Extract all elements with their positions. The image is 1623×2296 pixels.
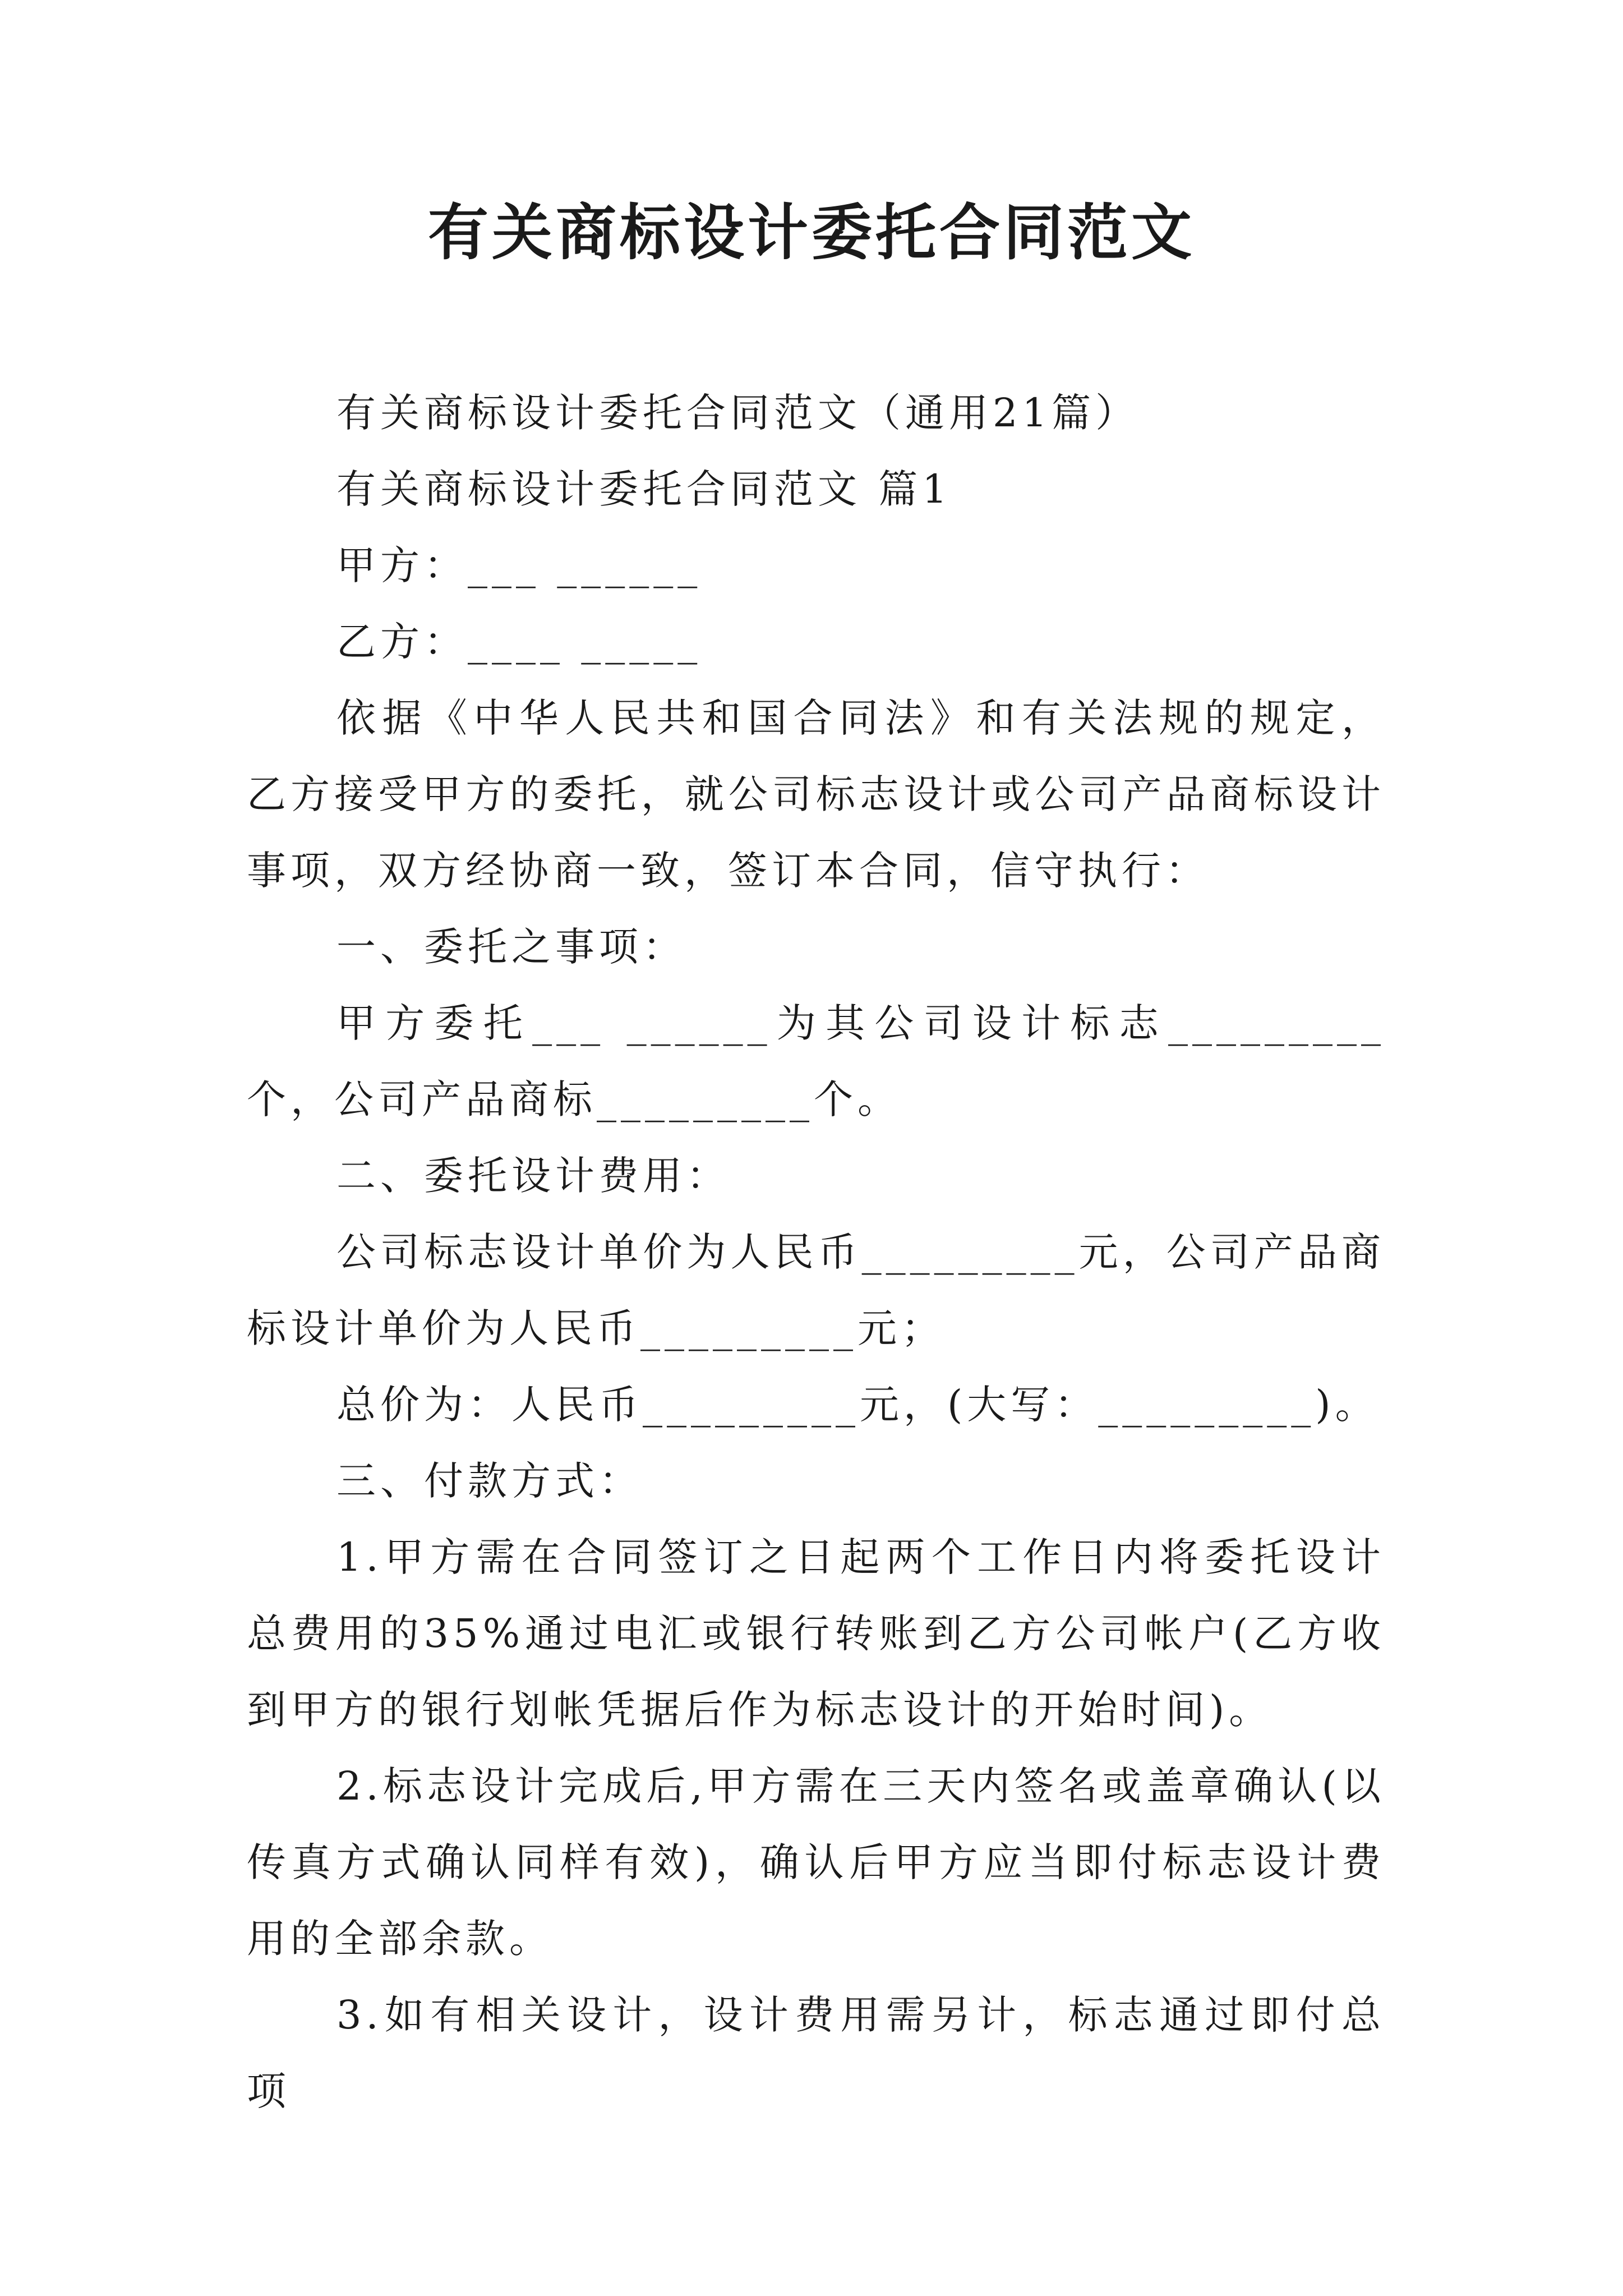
clause-paragraph: 1.甲方需在合同签订之日起两个工作日内将委托设计总费用的35%通过电汇或银行转账到乙方公司帐户(乙方收到甲方的银行划帐凭据后作为标志设计的开始时间)。 bbox=[247, 1534, 1385, 1733]
clause-paragraph: 2.标志设计完成后,甲方需在三天内签名或盖章确认(以传真方式确认同样有效)，确认后甲方应当即付标志设计费用的全部余款。 bbox=[247, 1763, 1385, 1962]
party-b-line: 乙方：____ _____ bbox=[336, 619, 702, 665]
party-a-line: 甲方：___ ______ bbox=[336, 542, 702, 588]
clause-paragraph: 公司标志设计单价为人民币_________元，公司产品商标设计单价为人民币_________元； bbox=[247, 1229, 1385, 1351]
document-body bbox=[247, 375, 1385, 2129]
clause-paragraph: 总价为：人民币_________元，(大写：_________)。 bbox=[336, 1382, 1379, 1428]
clause-paragraph: 甲方委托___ ______为其公司设计标志_________个，公司产品商标_________个。 bbox=[247, 1000, 1385, 1122]
clause-heading-1: 一、委托之事项： bbox=[336, 924, 686, 970]
clause-heading-2: 二、委托设计费用： bbox=[336, 1153, 730, 1199]
section-heading: 有关商标设计委托合同范文 篇1 bbox=[336, 466, 952, 512]
document-title: 有关商标设计委托合同范文 bbox=[427, 197, 1195, 268]
clause-paragraph: 3.如有相关设计，设计费用需另计，标志通过即付总项 bbox=[247, 1992, 1385, 2114]
doc-subtitle: 有关商标设计委托合同范文（通用21篇） bbox=[336, 390, 1140, 436]
clause-heading-3: 三、付款方式： bbox=[336, 1458, 643, 1504]
preamble-paragraph: 依据《中华人民共和国合同法》和有关法规的规定，乙方接受甲方的委托，就公司标志设计或公司产品商标设计事项，双方经协商一致，签订本合同，信守执行： bbox=[247, 695, 1385, 894]
